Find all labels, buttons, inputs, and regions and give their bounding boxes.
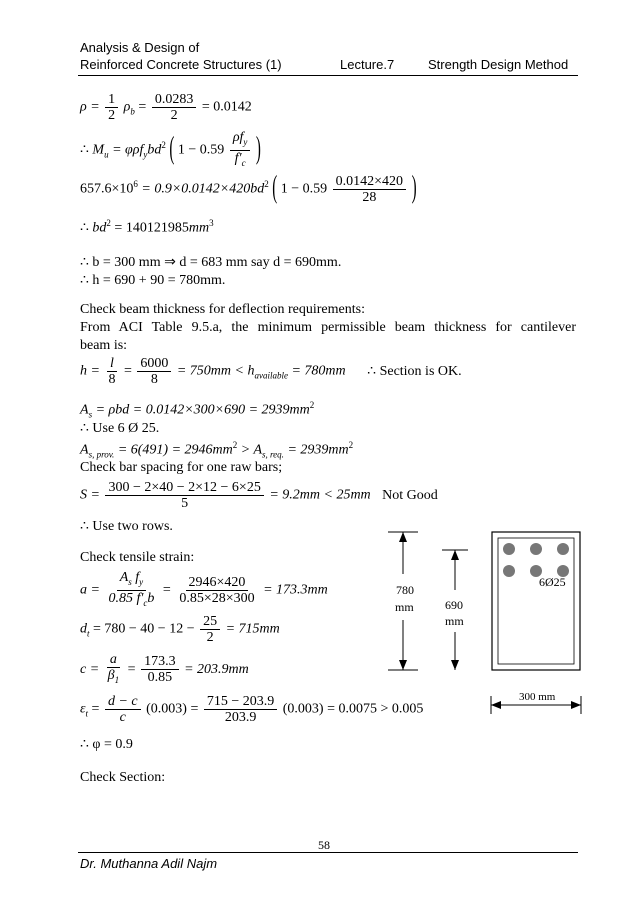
two-rows-line: ∴ Use two rows. xyxy=(80,519,173,534)
check-section-heading: Check Section: xyxy=(80,770,166,785)
stirrup-outline xyxy=(498,538,574,664)
numeric-moment-equation: $657.6\times 10^6 = 0.9\times 0.0142\times 420bd^2$ ( 1 − 0.59 $\frac{0.0142\times 420}{28}$ ) xyxy=(80,171,417,206)
aci-text-line2: beam is: xyxy=(80,338,128,353)
header-rule xyxy=(78,75,578,76)
width-depth-line: ∴ b = 300 mm ⇒ d = 683 mm say d = 690mm. xyxy=(80,255,342,270)
phi-line: ∴ φ = 0.9 xyxy=(80,737,133,752)
bars-label: 6Ø25 xyxy=(539,575,566,589)
header-course-line1: Analysis & Design of xyxy=(80,40,200,55)
mu-equation: ∴ $M_u = \varphi\rho f_ybd^2$ ( 1 − 0.59 $\frac{\rho f_y}{f'_c}$ ) xyxy=(80,130,261,168)
aci-text-line1: From ACI Table 9.5.a, the minimum permissible beam thickness for cantilever xyxy=(80,320,576,335)
header-lecture: Lecture.7 xyxy=(340,57,395,72)
dim-780-value: 780 xyxy=(396,583,414,597)
dt-equation: $d_t = 780 - 40 - 12$ − $\frac{25}{2}$ = 715mm xyxy=(80,614,280,645)
spacing-verdict: Not Good xyxy=(382,487,438,503)
rebar-top-1 xyxy=(503,543,515,555)
dim-300-right-arrow xyxy=(571,701,581,709)
dim-300-left-arrow xyxy=(491,701,501,709)
section-ok-text: ∴ Section is OK. xyxy=(367,363,462,379)
height-line: ∴ h = 690 + 90 = 780mm. xyxy=(80,273,226,288)
use-bars-line: ∴ Use 6 Ø 25. xyxy=(80,421,160,436)
rebar-top-2 xyxy=(530,543,542,555)
page-number: 58 xyxy=(318,838,330,852)
spacing-equation: S = $\frac{300 - 2\times 40 - 2\times 12 - 6\times 25}{5}$ = 9.2mm < 25mm Not Good xyxy=(80,480,438,511)
check-spacing-heading: Check bar spacing for one raw bars; xyxy=(80,460,283,475)
rho-equation: ρ = $\frac{1}{2}$ $\rho_b$ = $\frac{0.0283}{2}$ = 0.0142 xyxy=(80,92,252,123)
strain-equation: $\varepsilon_t$ = $\frac{d - c}{c}$ (0.003) = $\frac{715 - 203.9}{203.9}$ (0.003) = 0.0075 > 0.005 xyxy=(80,694,424,725)
width-label: 300 mm xyxy=(519,691,556,703)
check-strain-heading: Check tensile strain: xyxy=(80,550,195,565)
dim-690-value: 690 xyxy=(445,598,463,612)
dim-780-top-arrow xyxy=(399,532,407,542)
beam-section-figure xyxy=(380,528,590,728)
header-method: Strength Design Method xyxy=(428,57,569,72)
rebar-second-1 xyxy=(503,565,515,577)
check-thickness-heading: Check beam thickness for deflection requirements: xyxy=(80,302,365,317)
dim-780-bottom-arrow xyxy=(399,660,407,670)
as-required-equation: $A_s = \rho bd = 0.0142\times 300\times 690 = 2939mm^2$ xyxy=(80,400,315,420)
dim-690-top-arrow xyxy=(451,550,459,560)
a-equation: a = $\frac{A_s f_y}{0.85 f'_cb}$ = $\frac{2946\times 420}{0.85\times 28\times 300}$ = 173.3mm xyxy=(80,570,328,608)
c-equation: c = $\frac{a}{\beta_1}$ = $\frac{173.3}{0.85}$ = 203.9mm xyxy=(80,652,249,686)
as-provided-equation: $A_{s, prov.} = 6(491) = 2946mm^2 > A_{s, req.} = 2939mm^2$ xyxy=(80,440,354,460)
rebar-top-3 xyxy=(557,543,569,555)
thickness-equation: h = $\frac{l}{8}$ = $\frac{6000}{8}$ = $750mm < h_{available} = 780mm$ ∴ Section is OK. xyxy=(80,356,462,387)
author-name: Dr. Muthanna Adil Najm xyxy=(80,856,218,871)
dim-690-bottom-arrow xyxy=(451,660,459,670)
dim-690-unit: mm xyxy=(445,614,464,628)
header-course-line2: Reinforced Concrete Structures (1) xyxy=(80,57,282,72)
dim-780-unit: mm xyxy=(395,600,414,614)
bd-squared-result: ∴ $bd^2 = 140121985mm^3$ xyxy=(80,218,214,236)
footer-rule xyxy=(78,852,578,853)
